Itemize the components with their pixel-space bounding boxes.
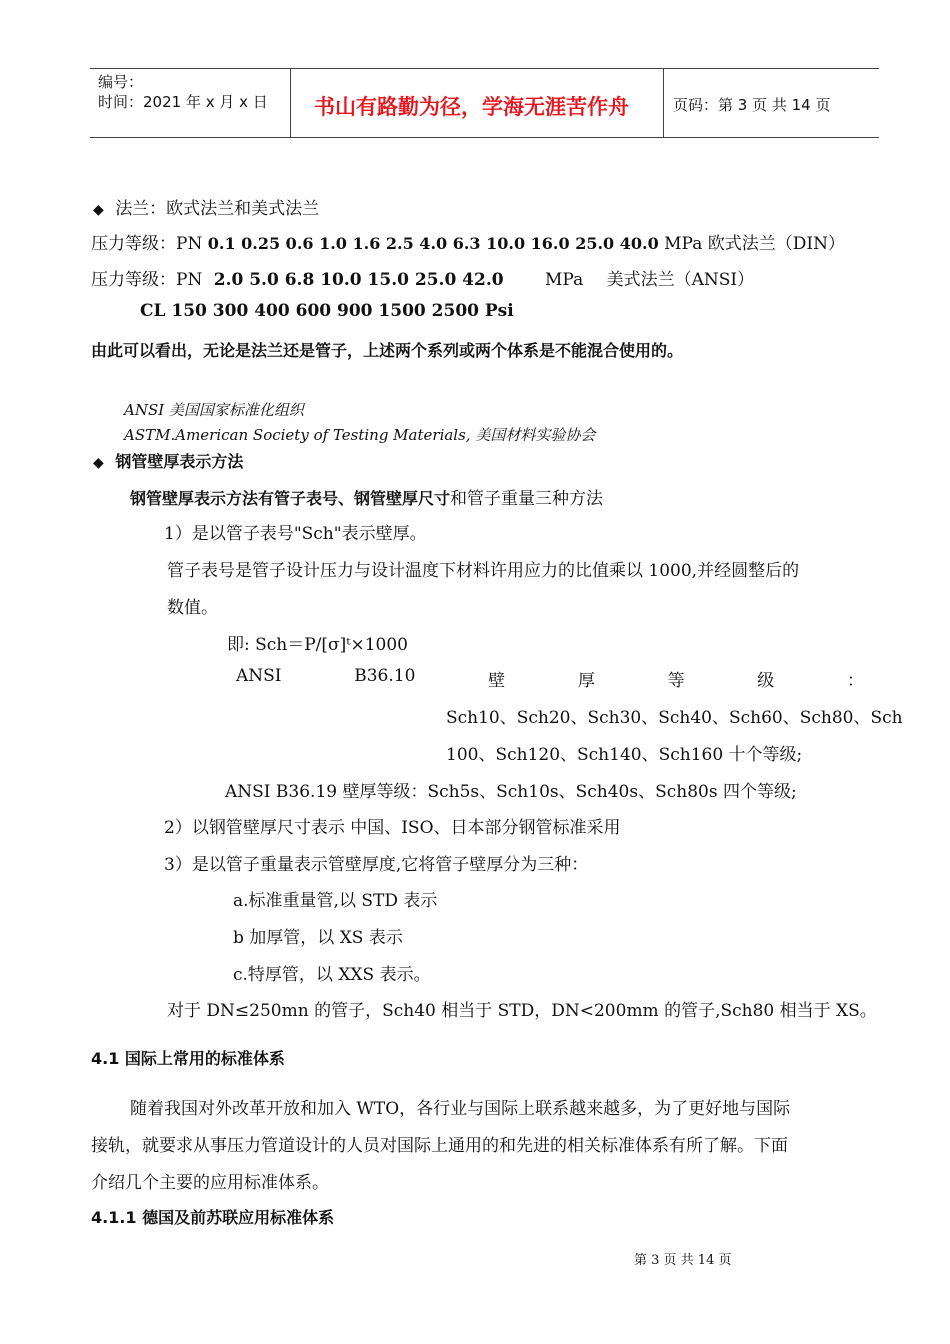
- item-1: 1）是以管子表号"Sch"表示壁厚。: [164, 524, 427, 544]
- conclusion-text: 由此可以看出，无论是法兰还是管子，上述两个系列或两个体系是不能混合使用的。: [91, 341, 684, 360]
- diamond-bullet-icon: ◆: [93, 202, 104, 218]
- pressure-grade-us: [91, 265, 754, 290]
- header-divider: [663, 69, 664, 137]
- section-4-1-1-heading: 4.1.1 德国及前苏联应用标准体系: [91, 1208, 335, 1227]
- b3610-word: B36.10: [354, 666, 416, 686]
- item-2: 2）以钢管壁厚尺寸表示 中国、ISO、日本部分钢管标准采用: [164, 818, 621, 838]
- header-motto: 书山有路勤为径，学海无涯苦作舟: [314, 95, 629, 119]
- item-3: 3）是以管子重量表示管壁厚度,它将管子壁厚分为三种：: [164, 855, 589, 875]
- item-1-desc-line1: 管子表号是管子设计压力与设计温度下材料许用应力的比值乘以 1000,并经圆整后的: [167, 561, 800, 581]
- astm-note: ASTM.American Society of Testing Materials, 美国材料实验协会: [124, 426, 596, 444]
- b3610-word: ANSI: [236, 666, 282, 686]
- b3610-line: [236, 666, 864, 691]
- wall-intro-bold: 钢管壁厚表示方法有管子表号、钢管壁厚尺寸: [130, 489, 451, 508]
- b3610-grades-line2: 100、Sch120、Sch140、Sch160 十个等级;: [446, 745, 803, 765]
- serial-number-label: 编号：: [98, 73, 144, 91]
- wall-thickness-intro: [130, 484, 603, 509]
- wall-thickness-heading: [93, 449, 243, 472]
- b3610-grades-line1: Sch10、Sch20、Sch30、Sch40、Sch60、Sch80、Sch: [446, 708, 903, 728]
- b3610-word: ：: [847, 671, 864, 691]
- section-4-1-heading: 4.1 国际上常用的标准体系: [91, 1049, 285, 1068]
- pn-eu-values: 0.1 0.25 0.6 1.0 1.6 2.5 4.0 6.3 10.0 16.0 25.0 40.0: [207, 234, 659, 253]
- b3610-word: 厚: [577, 671, 595, 691]
- page-header: [90, 68, 879, 138]
- ansi-note: ANSI 美国国家标准化组织: [124, 401, 304, 419]
- pn-us-suffix: 美式法兰（ANSI）: [606, 270, 755, 290]
- paragraph-line3: 介绍几个主要的应用标准体系。: [91, 1173, 329, 1193]
- b3610-word: 壁: [488, 671, 506, 691]
- item-3b: b 加厚管，以 XS 表示: [233, 928, 403, 948]
- pn-us-prefix: 压力等级：PN: [91, 270, 203, 290]
- pressure-grade-eu: [91, 229, 845, 254]
- wall-intro-rest: 和管子重量三种方法: [450, 489, 604, 509]
- b3610-word: 级: [757, 671, 775, 691]
- b3619-line: ANSI B36.19 壁厚等级：Sch5s、Sch10s、Sch40s、Sch80s 四个等级;: [225, 782, 797, 802]
- time-label: 时间：2021 年 x 月 x 日: [98, 93, 268, 111]
- paragraph-line2: 接轨，就要求从事压力管道设计的人员对国际上通用的和先进的相关标准体系有所了解。下面: [91, 1136, 788, 1156]
- pn-us-values: 2.0 5.0 6.8 10.0 15.0 25.0 42.0: [213, 270, 504, 290]
- item-3a: a.标准重量管,以 STD 表示: [233, 891, 438, 911]
- paragraph-line1: 随着我国对外改革开放和加入 WTO，各行业与国际上联系越来越多，为了更好地与国际: [130, 1099, 791, 1119]
- flange-title: 法兰：欧式法兰和美式法兰: [115, 199, 320, 219]
- header-page-info: 页码：第 3 页 共 14 页: [673, 96, 831, 114]
- pn-eu-suffix: MPa 欧式法兰（DIN）: [664, 234, 845, 254]
- pn-us-unit: MPa: [545, 270, 584, 290]
- header-divider: [290, 69, 291, 137]
- item-1-desc-line2: 数值。: [167, 598, 218, 618]
- dn-note: 对于 DN≤250mn 的管子，Sch40 相当于 STD，DN<200mm 的管子,Sch80 相当于 XS。: [167, 1001, 877, 1021]
- flange-heading: [93, 194, 319, 219]
- diamond-bullet-icon: ◆: [93, 455, 104, 471]
- cl-grade-line: CL 150 300 400 600 900 1500 2500 Psi: [140, 301, 514, 321]
- sch-formula: 即: Sch＝P/[σ]ᵗ×1000: [227, 635, 408, 655]
- wall-thickness-title: 钢管壁厚表示方法: [115, 452, 244, 471]
- page-footer: 第 3 页 共 14 页: [634, 1253, 732, 1268]
- item-3c: c.特厚管，以 XXS 表示。: [233, 965, 431, 985]
- b3610-word: 等: [667, 671, 685, 691]
- pn-eu-prefix: 压力等级：PN: [91, 234, 203, 254]
